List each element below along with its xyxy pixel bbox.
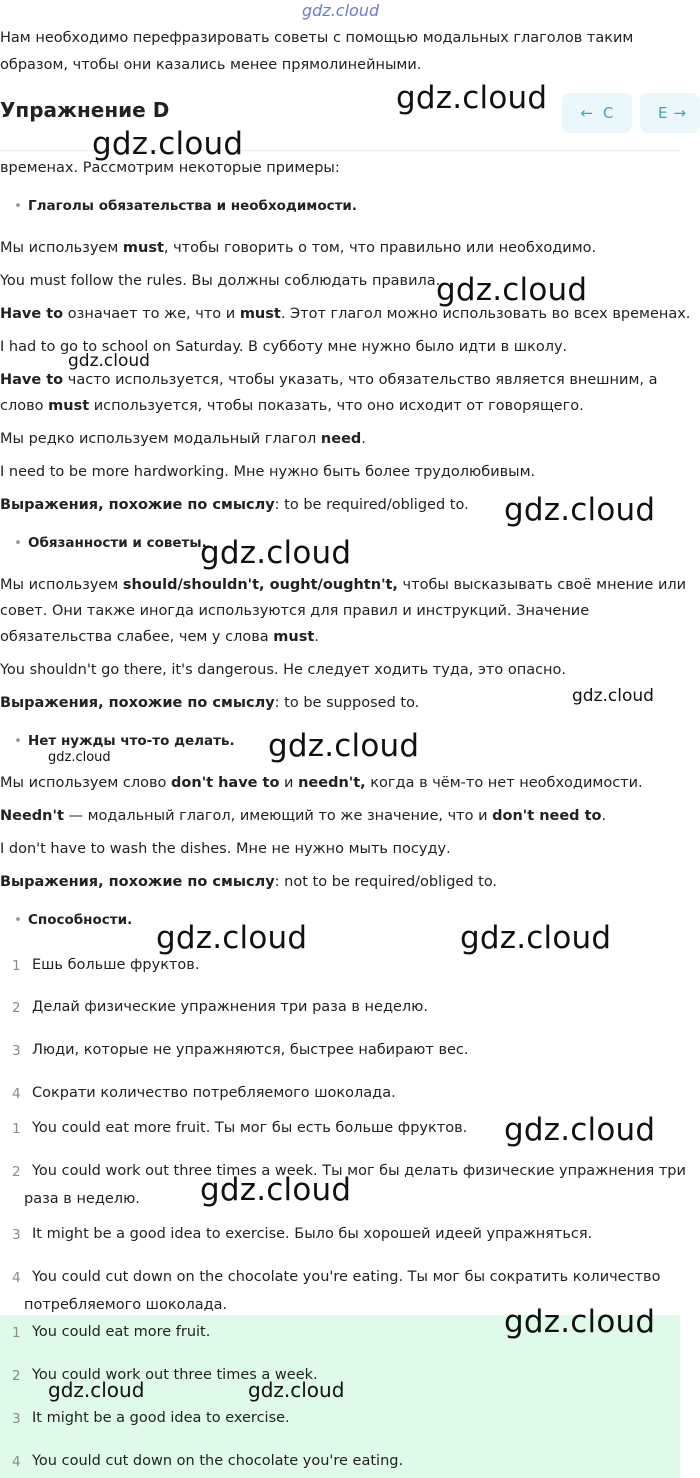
section-heading-advice [14, 535, 207, 551]
bullet-icon: • [14, 733, 22, 749]
bullet-icon: • [14, 912, 22, 928]
answer-number: 2 [12, 1368, 21, 1384]
section-heading-no-need [14, 733, 235, 749]
list-item: It might be a good idea to exercise. Было бы хорошей идеей упражняться. [32, 1226, 593, 1242]
watermark: gdz.cloud [460, 920, 612, 956]
paragraph: слово must используется, чтобы показать, что оно исходит от говорящего. [0, 398, 584, 414]
list-item: You could work out three times a week. Ты мог бы делать физические упражнения три [32, 1163, 686, 1179]
example: You must follow the rules. Вы должны соблюдать правила. [0, 273, 441, 289]
answer-number: 3 [12, 1411, 21, 1427]
answer-number: 1 [12, 1325, 21, 1341]
list-item: Люди, которые не упражняются, быстрее набирают вес. [32, 1042, 469, 1058]
paragraph: Мы используем must, чтобы говорить о том, что правильно или необходимо. [0, 240, 597, 256]
answer-item: You could eat more fruit. [32, 1324, 211, 1340]
partial-line: временах. Рассмотрим некоторые примеры: [0, 160, 340, 176]
heading-text: Нет нужды что-то делать. [27, 733, 235, 749]
paragraph: Мы используем слово don't have to и needn't, когда в чём-то нет необходимости. [0, 775, 643, 791]
example: I had to go to school on Saturday. В субботу мне нужно было идти в школу. [0, 339, 568, 355]
example: You shouldn't go there, it's dangerous. Не следует ходить туда, это опасно. [0, 662, 567, 678]
watermark: gdz.cloud [504, 492, 656, 528]
heading-text: Обязанности и советы. [27, 535, 207, 551]
paragraph: обязательства слабее, чем у слова must. [0, 629, 319, 645]
list-item-continuation: потребляемого шоколада. [24, 1297, 228, 1313]
list-number: 3 [12, 1227, 21, 1243]
example: I need to be more hardworking. Мне нужно быть более трудолюбивым. [0, 464, 536, 480]
watermark: gdz.cloud [572, 686, 654, 706]
prev-exercise-label: C [603, 104, 614, 122]
example: I don't have to wash the dishes. Мне не нужно мыть посуду. [0, 841, 451, 857]
similar-expressions: Выражения, похожие по смыслу: to be required/obliged to. [0, 497, 469, 513]
paragraph: совет. Они также иногда используются для правил и инструкций. Значение [0, 603, 590, 619]
list-number: 2 [12, 1000, 21, 1016]
watermark: gdz.cloud [156, 920, 308, 956]
intro-line-2: образом, чтобы они казались менее прямолинейными. [0, 57, 422, 73]
prev-exercise-button[interactable] [562, 93, 632, 133]
next-exercise-label: E [658, 104, 668, 122]
intro-line-1: Нам необходимо перефразировать советы с помощью модальных глаголов таким [0, 30, 634, 46]
answer-number: 4 [12, 1454, 21, 1470]
arrow-right-icon: → [673, 104, 687, 122]
list-number: 4 [12, 1270, 21, 1286]
heading-text: Способности. [27, 912, 133, 928]
arrow-left-icon: ← [580, 104, 594, 122]
watermark: gdz.cloud [302, 1, 380, 20]
watermark: gdz.cloud [48, 750, 111, 765]
page-title: Упражнение D [0, 98, 170, 122]
list-item: Делай физические упражнения три раза в неделю. [32, 999, 428, 1015]
bullet-icon: • [14, 535, 22, 551]
list-item-continuation: раза в неделю. [24, 1191, 140, 1207]
section-heading-ability [14, 912, 132, 928]
watermark: gdz.cloud [268, 728, 420, 764]
answer-item: You could cut down on the chocolate you're eating. [32, 1453, 404, 1469]
similar-expressions: Выражения, похожие по смыслу: not to be required/obliged to. [0, 874, 498, 890]
similar-expressions: Выражения, похожие по смыслу: to be supposed to. [0, 695, 420, 711]
watermark: gdz.cloud [396, 80, 548, 116]
watermark: gdz.cloud [436, 272, 588, 308]
list-item: You could cut down on the chocolate you're eating. Ты мог бы сократить количество [32, 1269, 661, 1285]
next-exercise-button[interactable] [640, 93, 700, 133]
heading-text: Глаголы обязательства и необходимости. [27, 198, 358, 214]
watermark: gdz.cloud [504, 1112, 656, 1148]
watermark: gdz.cloud [200, 535, 352, 571]
list-number: 1 [12, 1121, 21, 1137]
paragraph: Мы используем should/shouldn't, ought/oughtn't, чтобы высказывать своё мнение или [0, 577, 687, 593]
paragraph: Мы редко используем модальный глагол need. [0, 431, 366, 447]
paragraph: Have to означает то же, что и must. Этот глагол можно использовать во всех временах. [0, 306, 691, 322]
watermark: gdz.cloud [92, 126, 244, 162]
watermark: gdz.cloud [248, 1378, 345, 1402]
list-number: 2 [12, 1164, 21, 1180]
list-number: 3 [12, 1043, 21, 1059]
watermark: gdz.cloud [200, 1172, 352, 1208]
list-number: 4 [12, 1086, 21, 1102]
answer-item: It might be a good idea to exercise. [32, 1410, 290, 1426]
section-heading-obligation [14, 198, 357, 214]
watermark: gdz.cloud [48, 1378, 145, 1402]
paragraph: Needn't — модальный глагол, имеющий то же значение, что и don't need to. [0, 808, 607, 824]
watermark: gdz.cloud [504, 1304, 656, 1340]
bullet-icon: • [14, 198, 22, 214]
list-number: 1 [12, 958, 21, 974]
list-item: Ешь больше фруктов. [32, 957, 200, 973]
list-item: Сократи количество потребляемого шоколада. [32, 1085, 396, 1101]
answer-item: You could work out three times a week. [32, 1367, 318, 1383]
list-item: You could eat more fruit. Ты мог бы есть больше фруктов. [32, 1120, 468, 1136]
paragraph: Have to часто используется, чтобы указать, что обязательство является внешним, а [0, 372, 658, 388]
watermark: gdz.cloud [68, 351, 150, 371]
